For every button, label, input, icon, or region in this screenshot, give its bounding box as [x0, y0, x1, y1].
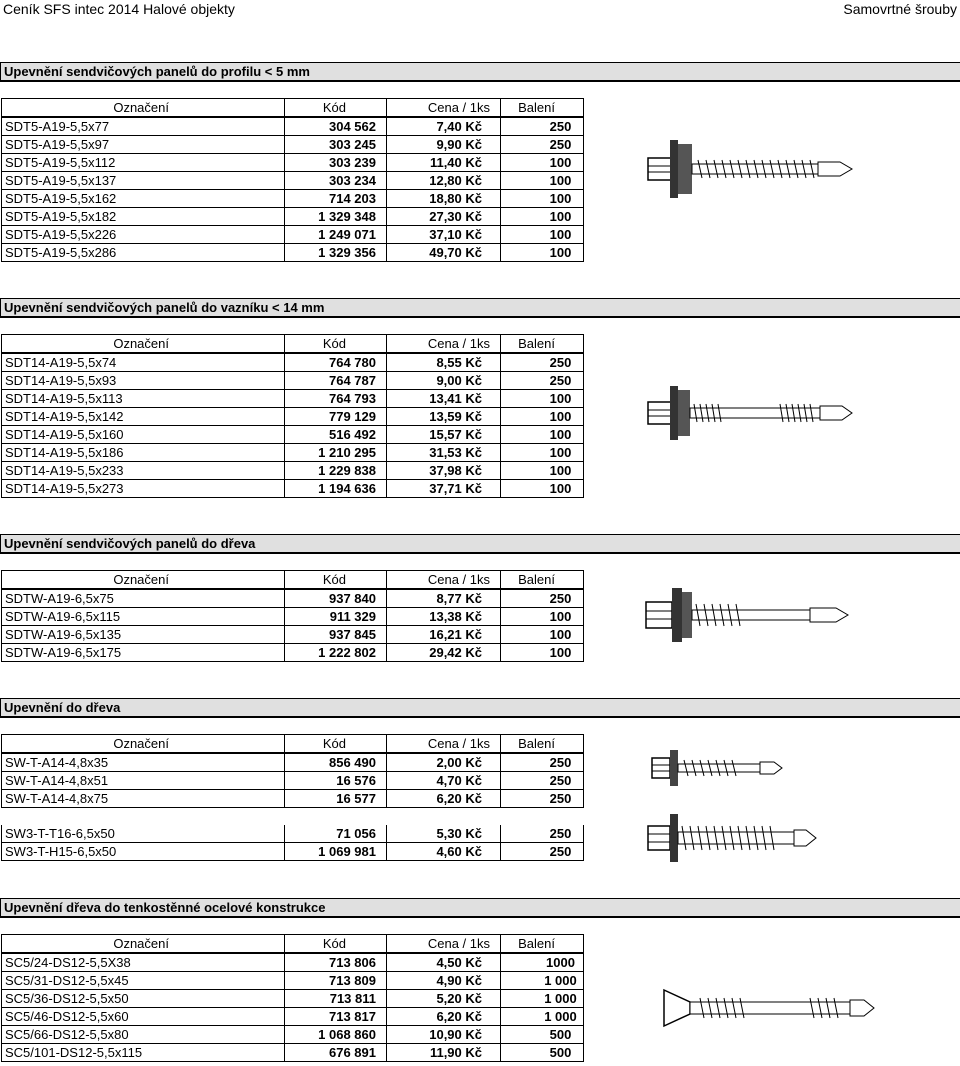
column-header-pack: Balení [501, 571, 584, 590]
column-header-price: Cena / 1ks [387, 935, 501, 954]
cell-price: 37,10 Kč [387, 226, 501, 244]
cell-price: 31,53 Kč [387, 444, 501, 462]
table-row [2, 226, 584, 244]
cell-price: 2,00 Kč [387, 753, 501, 772]
cell-code: 856 490 [285, 753, 387, 772]
table-row [2, 843, 584, 861]
cell-name: SC5/24-DS12-5,5X38 [2, 953, 285, 972]
cell-code: 71 056 [285, 825, 387, 843]
cell-price: 5,20 Kč [387, 990, 501, 1008]
table-row [2, 390, 584, 408]
cell-code: 764 793 [285, 390, 387, 408]
table-row [2, 1044, 584, 1062]
cell-price: 12,80 Kč [387, 172, 501, 190]
cell-code: 16 577 [285, 790, 387, 808]
section-title: Upevnění sendvičových panelů do dřeva [0, 534, 960, 554]
cell-pack: 100 [501, 244, 584, 262]
cell-price: 29,42 Kč [387, 644, 501, 662]
cell-price: 4,90 Kč [387, 972, 501, 990]
table-row [2, 208, 584, 226]
cell-pack: 250 [501, 825, 584, 843]
price-table [1, 98, 584, 262]
cell-name: SW-T-A14-4,8x75 [2, 790, 285, 808]
cell-name: SW-T-A14-4,8x35 [2, 753, 285, 772]
column-header-code: Kód [285, 335, 387, 354]
cell-price: 13,59 Kč [387, 408, 501, 426]
table-row [2, 1026, 584, 1044]
header-category: Samovrtné šrouby [843, 1, 957, 17]
cell-name: SDT14-A19-5,5x160 [2, 426, 285, 444]
cell-pack: 1 000 [501, 990, 584, 1008]
column-header-pack: Balení [501, 99, 584, 118]
screw-image-1 [640, 136, 856, 202]
table-row [2, 1008, 584, 1026]
cell-name: SC5/66-DS12-5,5x80 [2, 1026, 285, 1044]
cell-pack: 100 [501, 154, 584, 172]
cell-pack: 250 [501, 843, 584, 861]
cell-name: SDTW-A19-6,5x75 [2, 589, 285, 608]
column-header-price: Cena / 1ks [387, 335, 501, 354]
cell-pack: 100 [501, 644, 584, 662]
cell-name: SDT5-A19-5,5x112 [2, 154, 285, 172]
cell-code: 1 222 802 [285, 644, 387, 662]
cell-pack: 250 [501, 772, 584, 790]
table-row [2, 825, 584, 843]
table-row [2, 626, 584, 644]
table-row [2, 408, 584, 426]
table-row [2, 190, 584, 208]
cell-code: 1 329 356 [285, 244, 387, 262]
cell-price: 6,20 Kč [387, 790, 501, 808]
cell-name: SDT5-A19-5,5x286 [2, 244, 285, 262]
cell-name: SDT5-A19-5,5x162 [2, 190, 285, 208]
column-header-pack: Balení [501, 935, 584, 954]
section-title: Upevnění dřeva do tenkostěnné ocelové konstrukce [0, 898, 960, 918]
cell-price: 10,90 Kč [387, 1026, 501, 1044]
cell-code: 1 210 295 [285, 444, 387, 462]
cell-pack: 100 [501, 626, 584, 644]
cell-price: 11,40 Kč [387, 154, 501, 172]
cell-pack: 1 000 [501, 972, 584, 990]
cell-name: SDTW-A19-6,5x135 [2, 626, 285, 644]
screw-image-4 [648, 746, 788, 790]
price-table [1, 334, 584, 498]
table-row [2, 644, 584, 662]
cell-price: 7,40 Kč [387, 117, 501, 136]
cell-code: 676 891 [285, 1044, 387, 1062]
cell-price: 13,38 Kč [387, 608, 501, 626]
cell-code: 713 817 [285, 1008, 387, 1026]
cell-code: 516 492 [285, 426, 387, 444]
cell-price: 6,20 Kč [387, 1008, 501, 1026]
cell-name: SW3-T-T16-6,5x50 [2, 825, 285, 843]
cell-pack: 250 [501, 136, 584, 154]
table-row [2, 480, 584, 498]
cell-name: SDTW-A19-6,5x115 [2, 608, 285, 626]
cell-pack: 100 [501, 172, 584, 190]
cell-code: 937 845 [285, 626, 387, 644]
column-header-name: Označení [2, 935, 285, 954]
cell-pack: 100 [501, 226, 584, 244]
screw-image-2 [640, 382, 856, 444]
cell-pack: 500 [501, 1026, 584, 1044]
table-row [2, 244, 584, 262]
cell-pack: 100 [501, 426, 584, 444]
cell-pack: 250 [501, 353, 584, 372]
cell-name: SDT5-A19-5,5x77 [2, 117, 285, 136]
column-header-code: Kód [285, 99, 387, 118]
cell-price: 4,70 Kč [387, 772, 501, 790]
column-header-price: Cena / 1ks [387, 571, 501, 590]
cell-price: 8,55 Kč [387, 353, 501, 372]
table-row [2, 172, 584, 190]
cell-code: 779 129 [285, 408, 387, 426]
cell-code: 937 840 [285, 589, 387, 608]
cell-code: 911 329 [285, 608, 387, 626]
cell-price: 9,00 Kč [387, 372, 501, 390]
cell-name: SW3-T-H15-6,5x50 [2, 843, 285, 861]
cell-pack: 1000 [501, 953, 584, 972]
price-table [1, 734, 584, 861]
cell-name: SDT14-A19-5,5x113 [2, 390, 285, 408]
cell-pack: 100 [501, 390, 584, 408]
table-row [2, 790, 584, 808]
cell-name: SDT5-A19-5,5x226 [2, 226, 285, 244]
table-row [2, 372, 584, 390]
header-title: Ceník SFS intec 2014 Halové objekty [3, 1, 235, 17]
cell-code: 1 249 071 [285, 226, 387, 244]
cell-name: SC5/36-DS12-5,5x50 [2, 990, 285, 1008]
cell-price: 37,98 Kč [387, 462, 501, 480]
cell-price: 15,57 Kč [387, 426, 501, 444]
cell-price: 9,90 Kč [387, 136, 501, 154]
cell-code: 764 780 [285, 353, 387, 372]
cell-pack: 100 [501, 608, 584, 626]
cell-code: 16 576 [285, 772, 387, 790]
column-header-name: Označení [2, 735, 285, 754]
table-row [2, 753, 584, 772]
table-row [2, 117, 584, 136]
cell-code: 303 245 [285, 136, 387, 154]
screw-image-6 [660, 986, 880, 1030]
cell-code: 764 787 [285, 372, 387, 390]
cell-code: 713 806 [285, 953, 387, 972]
table-row [2, 589, 584, 608]
table-row [2, 990, 584, 1008]
section-title: Upevnění sendvičových panelů do vazníku < 14 mm [0, 298, 960, 318]
cell-pack: 250 [501, 117, 584, 136]
table-row [2, 608, 584, 626]
table-row [2, 444, 584, 462]
cell-name: SDTW-A19-6,5x175 [2, 644, 285, 662]
cell-name: SDT14-A19-5,5x142 [2, 408, 285, 426]
cell-price: 11,90 Kč [387, 1044, 501, 1062]
cell-name: SDT14-A19-5,5x233 [2, 462, 285, 480]
cell-name: SDT14-A19-5,5x273 [2, 480, 285, 498]
cell-name: SDT5-A19-5,5x97 [2, 136, 285, 154]
column-header-pack: Balení [501, 735, 584, 754]
table-row [2, 972, 584, 990]
cell-name: SC5/31-DS12-5,5x45 [2, 972, 285, 990]
table-row [2, 136, 584, 154]
cell-code: 304 562 [285, 117, 387, 136]
cell-pack: 100 [501, 408, 584, 426]
cell-pack: 1 000 [501, 1008, 584, 1026]
price-table [1, 570, 584, 662]
screw-image-3 [640, 586, 856, 644]
cell-name: SDT5-A19-5,5x137 [2, 172, 285, 190]
column-header-name: Označení [2, 99, 285, 118]
cell-price: 8,77 Kč [387, 589, 501, 608]
cell-pack: 100 [501, 444, 584, 462]
cell-price: 18,80 Kč [387, 190, 501, 208]
cell-price: 4,50 Kč [387, 953, 501, 972]
cell-name: SDT5-A19-5,5x182 [2, 208, 285, 226]
cell-price: 5,30 Kč [387, 825, 501, 843]
section-title: Upevnění sendvičových panelů do profilu < 5 mm [0, 62, 960, 82]
column-header-price: Cena / 1ks [387, 99, 501, 118]
table-row [2, 772, 584, 790]
cell-pack: 100 [501, 462, 584, 480]
table-row [2, 154, 584, 172]
cell-code: 713 811 [285, 990, 387, 1008]
cell-name: SDT14-A19-5,5x74 [2, 353, 285, 372]
cell-code: 1 329 348 [285, 208, 387, 226]
table-row [2, 426, 584, 444]
table-row [2, 353, 584, 372]
cell-pack: 100 [501, 190, 584, 208]
cell-name: SDT14-A19-5,5x93 [2, 372, 285, 390]
table-row [2, 953, 584, 972]
cell-code: 1 194 636 [285, 480, 387, 498]
cell-price: 16,21 Kč [387, 626, 501, 644]
cell-pack: 100 [501, 480, 584, 498]
column-header-pack: Balení [501, 335, 584, 354]
cell-price: 27,30 Kč [387, 208, 501, 226]
cell-code: 1 069 981 [285, 843, 387, 861]
cell-code: 303 234 [285, 172, 387, 190]
cell-code: 714 203 [285, 190, 387, 208]
cell-name: SC5/46-DS12-5,5x60 [2, 1008, 285, 1026]
cell-pack: 250 [501, 790, 584, 808]
cell-name: SC5/101-DS12-5,5x115 [2, 1044, 285, 1062]
column-header-name: Označení [2, 571, 285, 590]
table-row [2, 462, 584, 480]
cell-price: 49,70 Kč [387, 244, 501, 262]
cell-name: SDT14-A19-5,5x186 [2, 444, 285, 462]
cell-pack: 250 [501, 589, 584, 608]
page-header [0, 0, 960, 20]
price-table [1, 934, 584, 1062]
cell-price: 4,60 Kč [387, 843, 501, 861]
column-header-code: Kód [285, 571, 387, 590]
cell-pack: 250 [501, 372, 584, 390]
row-spacer [2, 808, 584, 826]
column-header-price: Cena / 1ks [387, 735, 501, 754]
cell-pack: 100 [501, 208, 584, 226]
cell-name: SW-T-A14-4,8x51 [2, 772, 285, 790]
cell-code: 1 229 838 [285, 462, 387, 480]
cell-price: 13,41 Kč [387, 390, 501, 408]
section-title: Upevnění do dřeva [0, 698, 960, 718]
cell-pack: 500 [501, 1044, 584, 1062]
cell-pack: 250 [501, 753, 584, 772]
column-header-name: Označení [2, 335, 285, 354]
column-header-code: Kód [285, 735, 387, 754]
cell-price: 37,71 Kč [387, 480, 501, 498]
cell-code: 303 239 [285, 154, 387, 172]
cell-code: 713 809 [285, 972, 387, 990]
screw-image-5 [644, 812, 820, 864]
cell-code: 1 068 860 [285, 1026, 387, 1044]
column-header-code: Kód [285, 935, 387, 954]
